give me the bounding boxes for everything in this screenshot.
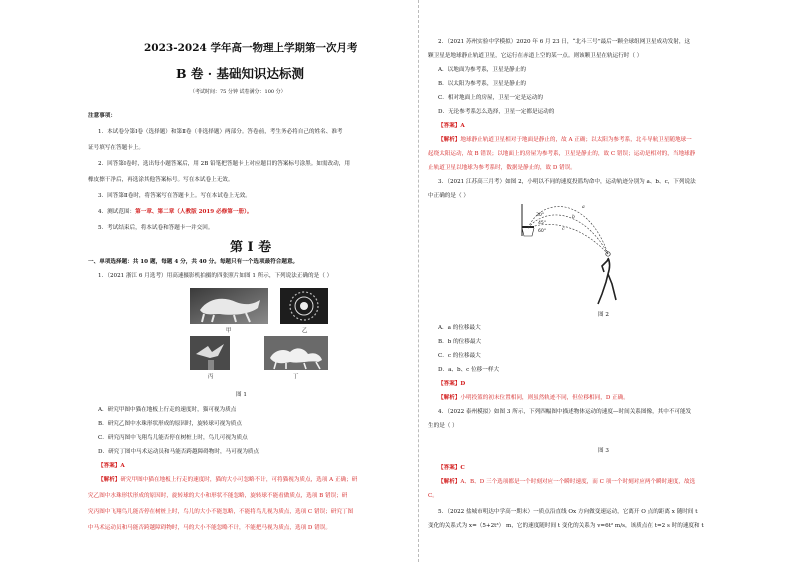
section-heading: 第 Ⅰ 卷 <box>230 240 272 255</box>
notice-line: 1．本试卷分第Ⅰ卷（选择题）和第Ⅱ卷（非选择题）两部分。答卷前，考生务必将自己的姓名、准考 <box>98 129 343 135</box>
question-4: 4．（2022 泰州模拟）如图 3 所示，下列四幅图中描述物体运动的速度—时间关系图像，其中不可能发 <box>438 409 692 415</box>
analysis-label: 【解析】 <box>438 395 461 401</box>
analysis-label: 【解析】 <box>438 137 461 143</box>
answer-value: A <box>460 123 465 129</box>
q2-option: C．相对地面上的房屋，卫星一定是运动的 <box>438 95 543 101</box>
photo-label: 乙 <box>302 328 308 334</box>
q3-option: D．a、b、c 位移一样大 <box>438 367 500 373</box>
exam-meta: （考试时间：75 分钟 试卷满分：100 分） <box>190 89 286 95</box>
figure-1-caption: 图 1 <box>236 392 247 398</box>
angle-label-45: 45° <box>538 221 547 226</box>
answer-value: A <box>120 463 125 469</box>
question-1: 1．（2021 浙江 6 月选考）用高速摄影机拍摄的四张照片如图 1 所示，下列说法正确的是（ ） <box>98 273 333 279</box>
q1-option: A．研究甲图中猫在地板上行走的速度时，猫可视为质点 <box>98 407 237 413</box>
answer-label: 【答案】 <box>438 123 461 129</box>
q1-option: C．研究丙图中飞翔鸟儿能否停在树桩上时，鸟儿可视为质点 <box>98 435 248 441</box>
notice-line: 5．考试结束后，将本试卷和答题卡一并交回。 <box>98 225 214 231</box>
trajectory-label-c: c <box>562 227 565 232</box>
q2-analysis-line: 起绕太阳运动，故 B 错误；以地面上的房屋为参考系，卫星是静止的，故 C 错误；运动是相对的，当地球静 <box>428 151 696 157</box>
notice-line-range <box>98 208 252 216</box>
analysis-text: 研究甲图中猫在地板上行走的速度时，猫的大小可忽略不计，可将猫视为质点，选项 A 正确；研 <box>120 477 358 483</box>
photo-label: 丙 <box>208 374 214 380</box>
photo-cat <box>190 288 268 324</box>
answer-label: 【答案】 <box>438 381 461 387</box>
basketball-diagram <box>512 200 622 308</box>
answer-value: D <box>460 381 466 387</box>
analysis-text: A、B、D 三个选项都是一个时刻对应一个瞬时速度，而 C 项一个时刻对应两个瞬时速度，故选 <box>460 479 696 485</box>
question-2: 2．（2021 苏州实验中学模拟）2020 年 6 月 23 日，“北斗三号”最后一颗全球组网卫星成功发射，这 <box>438 39 691 45</box>
question-5: 5．（2022 盐城市明达中学高一期末）一质点沿直线 Ox 方向做变速运动，它离开 O 点的距离 x 随时间 t <box>438 509 698 515</box>
notice-range-prefix: 4．测试范围： <box>98 209 136 215</box>
photo-label: 甲 <box>226 328 232 334</box>
photo-horse <box>264 336 328 370</box>
photo-label: 丁 <box>293 374 299 380</box>
q2-analysis <box>438 136 692 144</box>
q1-analysis-line: 中马术运动员和马能否跨越障碍物时，马的大小不能忽略不计，不能把马视为质点，选项 D 错误。 <box>88 525 331 531</box>
notice-line: 2．回答第Ⅰ卷时，选出每小题答案后，用 2B 铅笔把答题卡上对应题目的答案标号涂黑。如需改动，用 <box>98 161 350 167</box>
photo-bird <box>190 336 230 370</box>
analysis-text: 地球静止轨道卫星相对于地面是静止的，故 A 正确；以太阳为参考系，北斗导航卫星随地球一 <box>460 137 692 143</box>
analysis-label: 【解析】 <box>98 477 121 483</box>
angle-label-30: 30° <box>536 213 545 218</box>
notice-label: 注意事项： <box>88 113 116 119</box>
exam-title: 2023-2024 学年高一物理上学期第一次月考 <box>144 42 358 54</box>
q4-analysis-line: C。 <box>428 493 438 499</box>
answer-value: C <box>460 465 465 471</box>
q1-analysis-line: 究丙图中飞翔鸟儿能否停在树桩上时，鸟儿的大小不能忽略，不能将鸟儿视为质点，选项 C 错误；研究丁图 <box>88 509 354 515</box>
notice-range-value: 第一章、第二章（人教版 2019 必修第一册）。 <box>135 209 253 215</box>
q4-answer <box>438 464 465 472</box>
analysis-label: 【解析】 <box>438 479 461 485</box>
question-3: 3．（2021 江苏高三月考）如图 2，小明以不同的速度投篮均命中，运动轨迹分别为 a、b、c，下列说法 <box>438 179 696 185</box>
exam-subtitle: B 卷 · 基础知识达标测 <box>176 66 304 81</box>
answer-label: 【答案】 <box>438 465 461 471</box>
q2-option: D．无论参考系怎么选择，卫星一定都是运动的 <box>438 109 555 115</box>
q1-option: D．研究丁图中马术运动员和马能否跨越障碍物时，马可视为质点 <box>98 449 260 455</box>
question-5-line: 变化的关系式为 x=（5+2t³） m，它的速度随时间 t 变化的关系为 v=6t² m/s，该质点在 t=2 s 时的速度和 t <box>428 523 704 529</box>
q3-option: C．c 的位移最大 <box>438 353 481 359</box>
question-3-line: 中正确的是（ ） <box>428 193 469 199</box>
angle-label-60: 60° <box>538 229 547 234</box>
q3-option: B．b 的位移最大 <box>438 339 482 345</box>
photo-water-spin <box>280 288 328 324</box>
q1-option: B．研究乙图中水珠形状形成的原因时，旋转球可视为质点 <box>98 421 242 427</box>
trajectory-label-a: a <box>582 205 585 210</box>
q4-analysis <box>438 478 695 486</box>
question-2-line: 颗卫星是地球静止轨道卫星，它运行在赤道上空的某一点。则该颗卫星在轨运行时（ ） <box>428 53 643 59</box>
answer-label: 【答案】 <box>98 463 121 469</box>
q2-answer <box>438 122 465 130</box>
mc-header: 一、单项选择题：共 10 题，每题 4 分，共 40 分。每题只有一个选项最符合题意。 <box>88 259 299 265</box>
q3-analysis <box>438 394 629 402</box>
q2-option: A．以地面为参考系，卫星是静止的 <box>438 67 526 73</box>
trajectory-label-b: b <box>572 215 575 220</box>
question-4-line: 生的是（ ） <box>428 423 458 429</box>
q2-analysis-line: 止轨道卫星以地球为参考系时，数据是静止的，故 D 错误。 <box>428 165 576 171</box>
notice-line: 3．回答第Ⅱ卷时，将答案写在答题卡上。写在本试卷上无效。 <box>98 193 251 199</box>
figure-2-caption: 图 2 <box>598 312 609 318</box>
notice-line: 证号填写在答题卡上。 <box>88 145 144 151</box>
notice-line: 橡皮擦干净后，再选涂其他答案标号。写在本试卷上无效。 <box>88 177 234 183</box>
q3-option: A．a 的位移最大 <box>438 325 481 331</box>
q1-analysis-line: 究乙图中水珠形状形成的原因时，旋转球的大小和形状不能忽略，旋转球不能看做质点，选项 B 错误；研 <box>88 493 348 499</box>
figure-3-caption: 图 3 <box>598 448 609 454</box>
q2-option: B．以太阳为参考系，卫星是静止的 <box>438 81 527 87</box>
q1-analysis <box>98 476 357 484</box>
column-divider <box>418 0 419 562</box>
q1-answer <box>98 462 125 470</box>
q3-answer <box>438 380 465 388</box>
analysis-text: 小明投篮的初末位置相同，则虽然轨迹不同，但位移相同，D 正确。 <box>460 395 629 401</box>
